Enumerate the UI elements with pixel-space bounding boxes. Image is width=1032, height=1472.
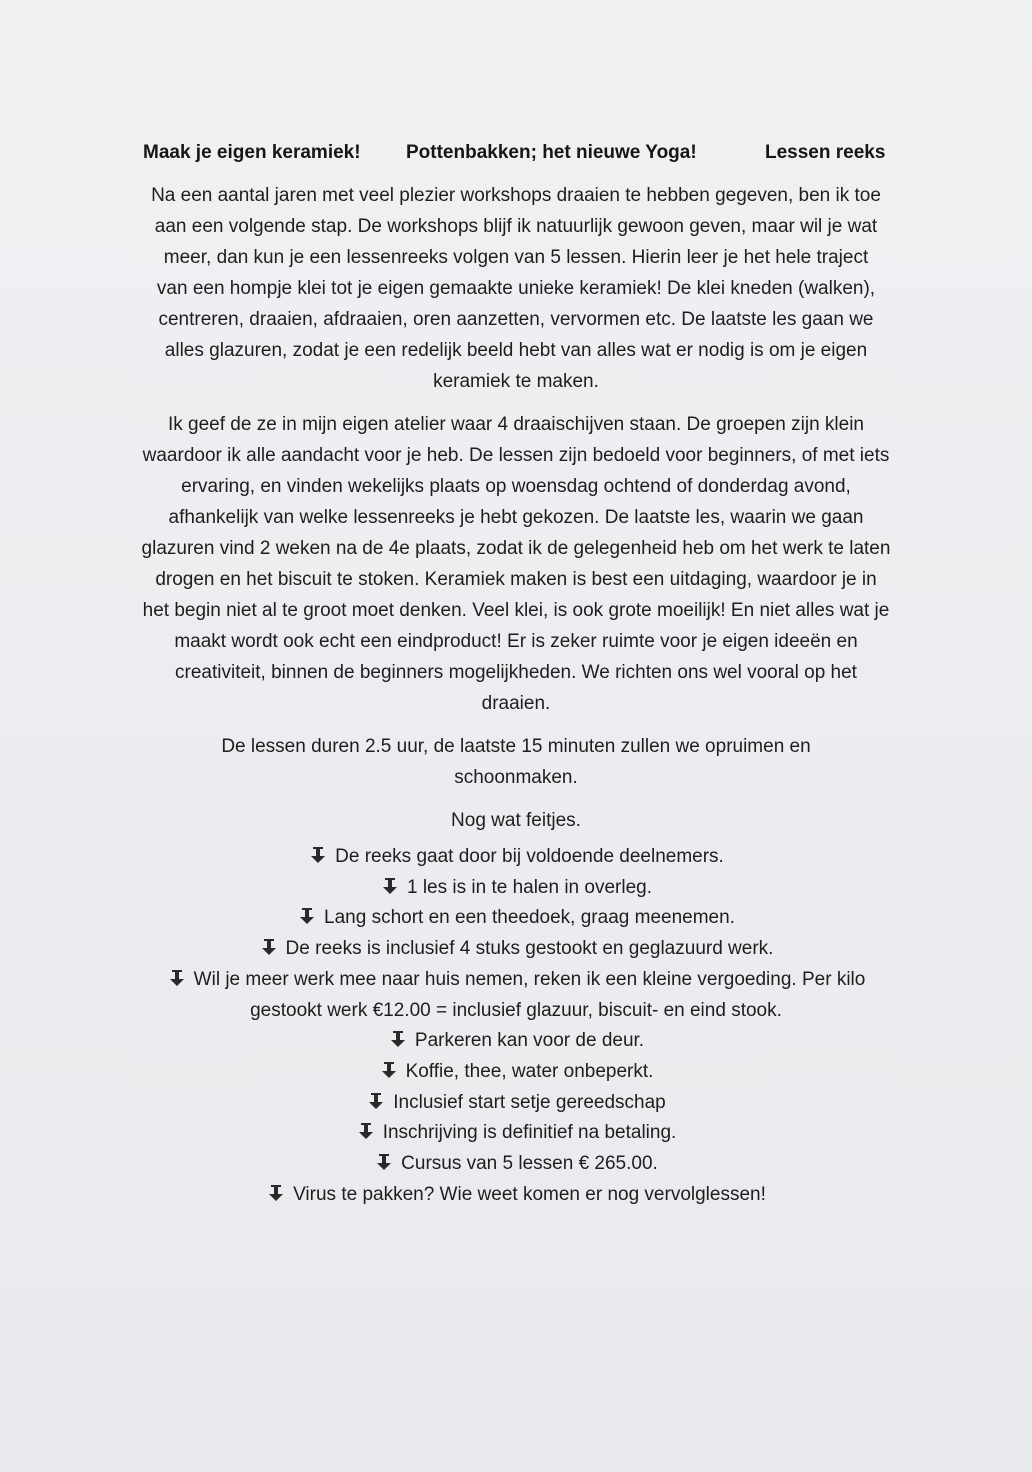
fact-text: De reeks is inclusief 4 stuks gestookt en geglazuurd werk. bbox=[285, 938, 774, 960]
header-title-center: Pottenbakken; het nieuwe Yoga! bbox=[406, 142, 697, 163]
header-title-left: Maak je eigen keramiek! bbox=[143, 142, 361, 163]
arrow-bullet-icon bbox=[366, 1092, 386, 1110]
fact-text: Wil je meer werk mee naar huis nemen, reken ik een kleine vergoeding. Per kilo gestookt werk €12.00 = inclusief glazuur, biscuit- en eind stook. bbox=[193, 968, 866, 1021]
list-item bbox=[136, 934, 896, 965]
fact-text: Cursus van 5 lessen € 265.00. bbox=[401, 1153, 658, 1175]
fact-text: Parkeren kan voor de deur. bbox=[414, 1030, 645, 1052]
list-item bbox=[136, 842, 896, 873]
fact-text: Inclusief start setje gereedschap bbox=[393, 1091, 666, 1113]
paragraph-duration: De lessen duren 2.5 uur, de laatste 15 minuten zullen we opruimen en schoonmaken. bbox=[221, 736, 811, 788]
arrow-bullet-icon bbox=[167, 969, 187, 987]
list-item bbox=[136, 965, 896, 1026]
fact-text: Inschrijving is definitief na betaling. bbox=[382, 1122, 677, 1144]
list-item bbox=[136, 1057, 896, 1088]
arrow-bullet-icon bbox=[374, 1153, 394, 1171]
list-item bbox=[136, 1088, 896, 1119]
document-body bbox=[136, 180, 896, 1210]
paragraph-atelier: Ik geef de ze in mijn eigen atelier waar 4 draaischijven staan. De groepen zijn klein waardoor ik alle aandacht voor je heb. De lessen zijn bedoeld voor beginners, of met iets ervaring, en vinden wekelijks plaats op woensdag ochtend of donderdag avond, afhankelijk van welke lessenreeks je hebt gekozen. De laatste les, waarin we gaan glazuren vind 2 weken na de 4e plaats, zodat ik de gelegenheid heb om het werk te laten drogen en het biscuit te stoken. Keramiek maken is best een uitdaging, waardoor je in het begin niet al te groot moet denken. Veel klei, is ook grote moeilijk! En niet alles wat je maakt wordt ook echt een eindproduct! Er is zeker ruimte voor je eigen ideeën en creativiteit, binnen de beginners mogelijkheden. We richten ons wel vooral op het draaien. bbox=[141, 414, 891, 714]
list-item bbox=[136, 1149, 896, 1180]
fact-text: Virus te pakken? Wie weet komen er nog vervolglessen! bbox=[293, 1183, 766, 1205]
arrow-bullet-icon bbox=[379, 1061, 399, 1079]
arrow-bullet-icon bbox=[297, 907, 317, 925]
arrow-bullet-icon bbox=[259, 938, 279, 956]
facts-heading: Nog wat feitjes. bbox=[451, 810, 581, 831]
paragraph-intro: Na een aantal jaren met veel plezier workshops draaien te hebben gegeven, ben ik toe aan een volgende stap. De workshops blijf ik natuurlijk gewoon geven, maar wil je wat meer, dan kun je een lessenreeks volgen van 5 lessen. Hierin leer je het hele traject van een hompje klei tot je eigen gemaakte unieke keramiek! De klei kneden (walken), centreren, draaien, afdraaien, oren aanzetten, vervormen etc. De laatste les gaan we alles glazuren, zodat je een redelijk beeld hebt van alles wat er nodig is om je eigen keramiek te maken. bbox=[151, 185, 881, 392]
list-item bbox=[136, 903, 896, 934]
arrow-bullet-icon bbox=[388, 1030, 408, 1048]
arrow-bullet-icon bbox=[356, 1122, 376, 1140]
arrow-bullet-icon bbox=[308, 846, 328, 864]
fact-text: Lang schort en een theedoek, graag meenemen. bbox=[324, 907, 735, 929]
list-item bbox=[136, 1118, 896, 1149]
list-item bbox=[136, 873, 896, 904]
arrow-bullet-icon bbox=[266, 1184, 286, 1202]
fact-text: 1 les is in te halen in overleg. bbox=[406, 876, 653, 898]
header-title-right: Lessen reeks bbox=[765, 142, 886, 163]
arrow-bullet-icon bbox=[380, 877, 400, 895]
fact-text: De reeks gaat door bij voldoende deelnemers. bbox=[335, 846, 724, 867]
list-item bbox=[136, 1180, 896, 1211]
list-item bbox=[136, 1026, 896, 1057]
facts-list bbox=[136, 842, 896, 1210]
fact-text: Koffie, thee, water onbeperkt. bbox=[405, 1060, 654, 1082]
